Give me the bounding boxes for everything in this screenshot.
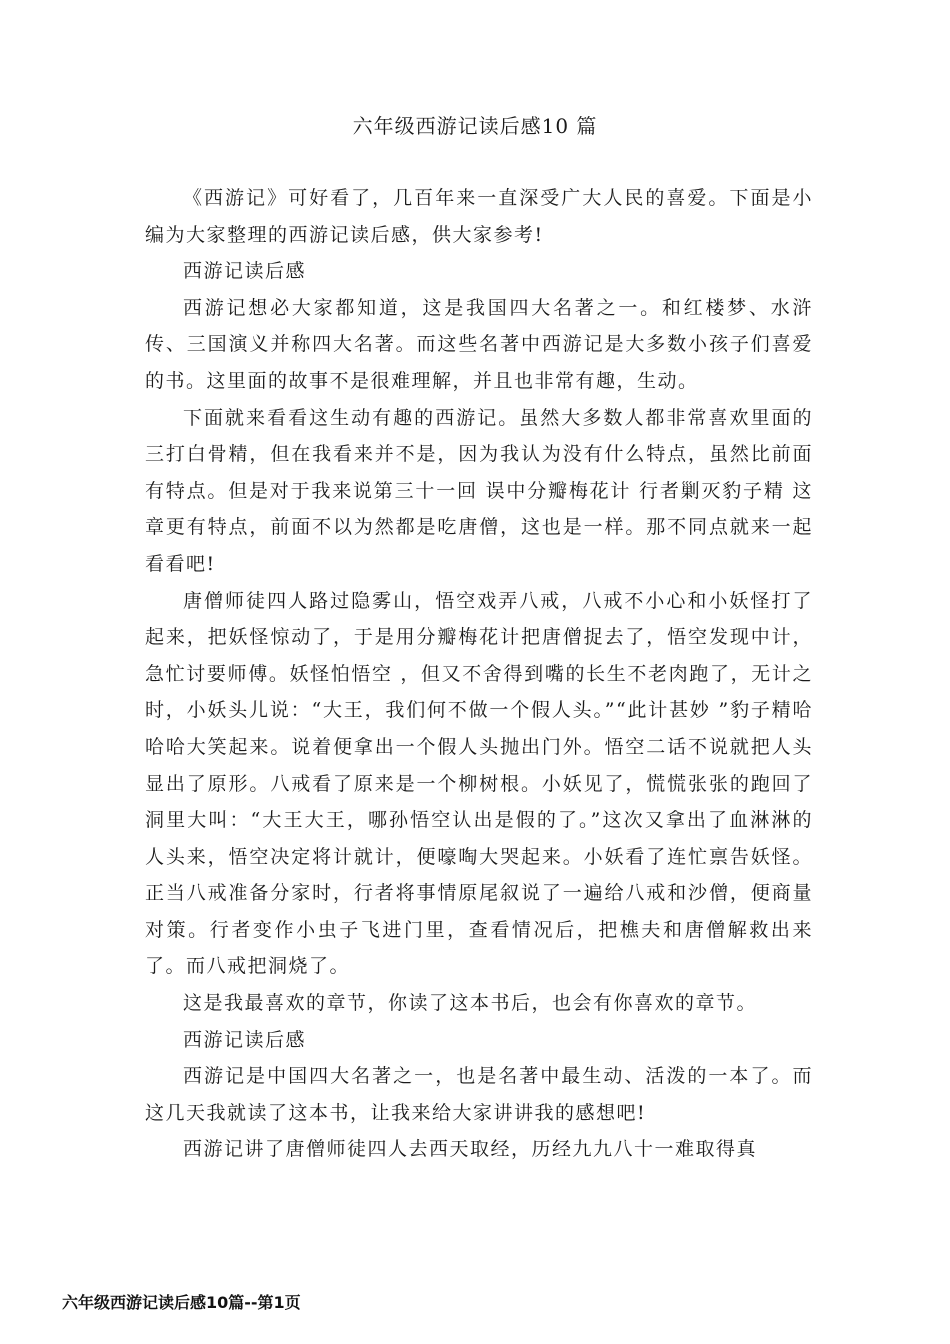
paragraph: 西游记讲了唐僧师徒四人去西天取经，历经九九八十一难取得真 (183, 1138, 758, 1161)
document-body (145, 180, 813, 1168)
paragraph-intro: 《西游记》可好看了，几百年来一直深受广大人民的喜爱。下面是小编为大家整理的西游记读后感，供大家参考! (145, 187, 813, 246)
document-title: 六年级西游记读后感10 篇 (352, 114, 598, 138)
paragraph: 西游记想必大家都知道，这是我国四大名著之一。和红楼梦、水浒传、三国演义并称四大名著。而这些名著中西游记是大多数小孩子们喜爱的书。这里面的故事不是很难理解，并且也非常有趣，生动。 (145, 296, 813, 392)
section-heading: 西游记读后感 (183, 260, 307, 283)
paragraph: 唐僧师徒四人路过隐雾山，悟空戏弄八戒，八戒不小心和小妖怪打了起来，把妖怪惊动了，于是用分瓣梅花计把唐僧捉去了，悟空发现中计，急忙讨要师傅。妖怪怕悟空 ，但又不舍得到嘴的长生不老肉跑了，无计之时，小妖头儿说：“大王，我们何不做一个假人头。”“此计甚妙 ”豹子精哈哈哈大笑起来。说着便拿出一个假人头抛出门外。悟空二话不说就把人头显出了原形。八戒看了原来是一个柳树根。小妖见了，慌慌张张的跑回了洞里大叫：“大王大王，哪孙悟空认出是假的了。”这次又拿出了血淋淋的人头来，悟空决定将计就计，便嚎啕大哭起来。小妖看了连忙禀告妖怪。正当八戒准备分家时，行者将事情原尾叙说了一遍给八戒和沙僧，便商量对策。行者变作小虫子飞进门里，查看情况后，把樵夫和唐僧解救出来了。而八戒把洞烧了。 (145, 589, 813, 978)
paragraph: 这是我最喜欢的章节，你读了这本书后，也会有你喜欢的章节。 (183, 992, 758, 1015)
page-footer: 六年级西游记读后感10篇--第1页 (62, 1293, 301, 1312)
paragraph: 下面就来看看这生动有趣的西游记。虽然大多数人都非常喜欢里面的三打白骨精，但在我看来并不是，因为我认为没有什么特点，虽然比前面有特点。但是对于我来说第三十一回 误中分瓣梅花计 行者剿灭豹子精 这章更有特点，前面不以为然都是吃唐僧，这也是一样。那不同点就来一起看看吧! (145, 406, 813, 575)
paragraph: 西游记是中国四大名著之一，也是名著中最生动、活泼的一本了。而这几天我就读了这本书，让我来给大家讲讲我的感想吧! (145, 1065, 813, 1124)
section-heading: 西游记读后感 (183, 1028, 307, 1051)
